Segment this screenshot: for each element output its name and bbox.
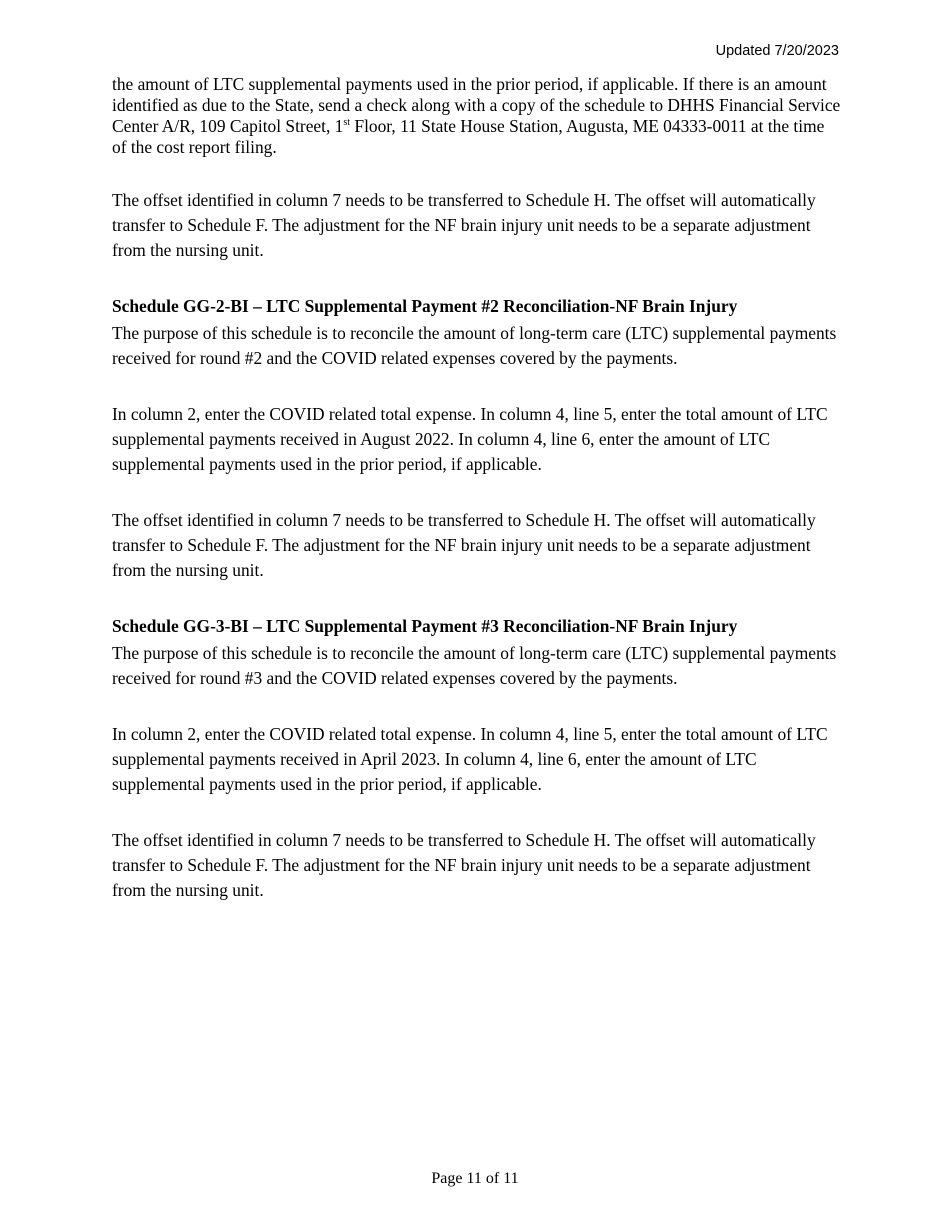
- intro-text-end: Floor, 11 State House Station, Augusta, ME 04333-0011 at the time of the cost report filing.: [112, 116, 825, 157]
- columns-paragraph: In column 2, enter the COVID related total expense. In column 4, line 5, enter the total amount of LTC supplemental payments received in August 2022. In column 4, line 6, enter the amount of LTC supplemental payments used in the prior period, if applicable.: [112, 404, 828, 474]
- section-heading: Schedule GG-2-BI – LTC Supplemental Payment #2 Reconciliation-NF Brain Injury: [112, 296, 738, 316]
- updated-date: Updated 7/20/2023: [715, 43, 839, 59]
- section-gg-2-bi: [112, 294, 842, 583]
- intro-text-start: the amount of LTC supplemental payments used in the prior period, if applicable. If there is an amount identified as due to the State, send a check along with a copy of the schedule to DHHS Financial Service Center A/R, 109 Capitol Street, 1: [112, 74, 841, 136]
- page-number: Page 11 of 11: [431, 1170, 519, 1187]
- intro-paragraph-continued: [112, 74, 842, 158]
- columns-paragraph: In column 2, enter the COVID related total expense. In column 4, line 5, enter the total amount of LTC supplemental payments received in April 2023. In column 4, line 6, enter the amount of LTC supplemental payments used in the prior period, if applicable.: [112, 724, 828, 794]
- section-heading: Schedule GG-3-BI – LTC Supplemental Payment #3 Reconciliation-NF Brain Injury: [112, 616, 738, 636]
- purpose-paragraph: The purpose of this schedule is to reconcile the amount of long-term care (LTC) supplemental payments received for round #3 and the COVID related expenses covered by the payments.: [112, 643, 837, 688]
- intro-offset-paragraph: The offset identified in column 7 needs to be transferred to Schedule H. The offset will automatically transfer to Schedule F. The adjustment for the NF brain injury unit needs to be a separate adjustment from the nursing unit.: [112, 190, 816, 260]
- ordinal-superscript: st: [343, 117, 351, 128]
- document-body: [112, 74, 842, 934]
- purpose-paragraph: The purpose of this schedule is to reconcile the amount of long-term care (LTC) supplemental payments received for round #2 and the COVID related expenses covered by the payments.: [112, 323, 837, 368]
- offset-paragraph: The offset identified in column 7 needs to be transferred to Schedule H. The offset will automatically transfer to Schedule F. The adjustment for the NF brain injury unit needs to be a separate adjustment from the nursing unit.: [112, 830, 816, 900]
- section-gg-3-bi: [112, 614, 842, 903]
- offset-paragraph: The offset identified in column 7 needs to be transferred to Schedule H. The offset will automatically transfer to Schedule F. The adjustment for the NF brain injury unit needs to be a separate adjustment from the nursing unit.: [112, 510, 816, 580]
